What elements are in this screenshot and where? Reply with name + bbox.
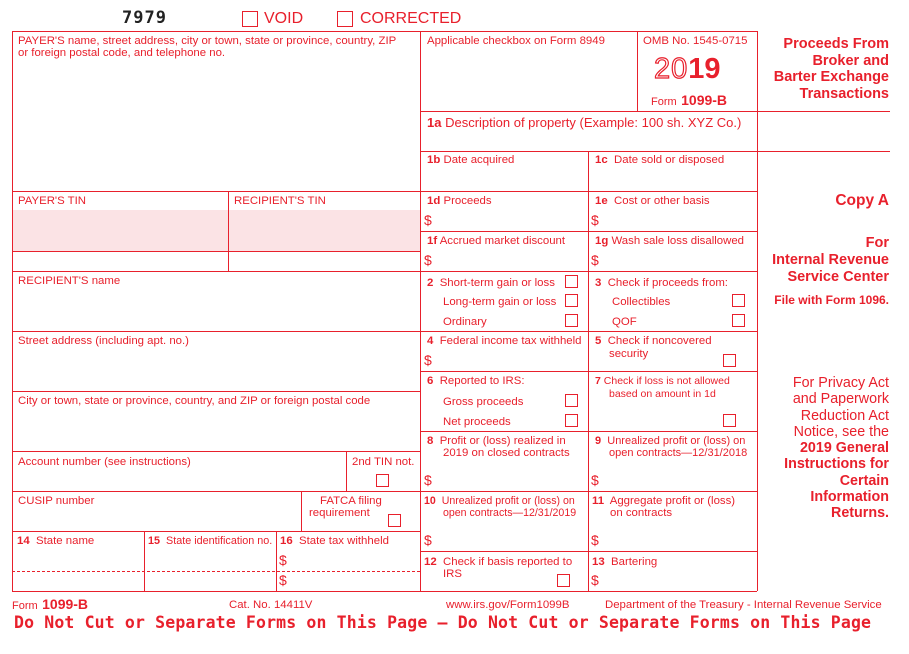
box-2-text: Short-term gain or loss (439, 277, 555, 289)
title-line-3: Barter Exchange (773, 69, 889, 85)
rule-street-top (12, 331, 420, 332)
privacy-line-5: 2019 General (799, 440, 889, 457)
noncovered-checkbox[interactable] (723, 354, 736, 367)
box-16-dollar-2: $ (279, 572, 287, 588)
fatca-label-2: requirement (309, 507, 370, 519)
box-1e-dollar: $ (591, 212, 599, 228)
box-13-num: 13 (592, 556, 605, 568)
box-4-text: Federal income tax withheld (439, 335, 582, 347)
title-line-1: Proceeds From (783, 36, 889, 52)
form-code: 7979 (122, 8, 167, 28)
rule-2-top (420, 271, 757, 272)
state-divider-1 (144, 531, 145, 591)
void-label: VOID (264, 10, 304, 27)
divider-omb (637, 31, 638, 111)
copy-a-label: Copy A (835, 192, 889, 209)
privacy-line-1: For Privacy Act (792, 375, 889, 391)
rule-state-top (12, 531, 420, 532)
rule-4-top (420, 331, 757, 332)
rule-1f-top (420, 231, 757, 232)
box-11-dollar: $ (591, 532, 599, 548)
box-10-text: Unrealized profit or (loss) on (441, 495, 575, 507)
state-divider-2 (276, 531, 277, 591)
box-4-dollar: $ (424, 352, 432, 368)
net-proceeds-checkbox[interactable] (565, 414, 578, 427)
payer-label: PAYER'S name, street address, city or town, state or province, country, ZIP (18, 35, 397, 47)
state-dash-rule (12, 571, 420, 572)
form-word: Form (651, 96, 677, 108)
recipient-tin-field[interactable] (229, 210, 420, 251)
title-line-4: Transactions (799, 85, 889, 102)
form-id: 1099-B (681, 92, 728, 108)
rule-1b-top (420, 151, 757, 152)
box-1d-dollar: $ (424, 212, 432, 228)
box-13-label (592, 556, 657, 568)
box-1a-label (427, 115, 741, 130)
copy-for: For (865, 235, 889, 251)
box-14-num: 14 (17, 535, 30, 547)
box-1f-dollar: $ (424, 252, 432, 268)
box-1b-label (427, 154, 514, 166)
privacy-line-8: Information (810, 489, 889, 506)
box-2-num: 2 (427, 277, 434, 289)
privacy-line-6: Instructions for (784, 456, 889, 473)
box-7-label-2: based on amount in 1d (609, 388, 716, 400)
box-6-net: Net proceeds (443, 416, 511, 428)
qof-checkbox[interactable] (732, 314, 745, 327)
rule-12-top (420, 551, 757, 552)
box-11-text: Aggregate profit or (loss) (609, 495, 736, 507)
box-15-text: State identification no. (166, 535, 273, 547)
rule-tin-bottom (12, 251, 420, 252)
box-12-label (424, 556, 572, 568)
form-id-header (651, 92, 727, 110)
box-1f-label (427, 235, 565, 247)
copy-irs-1: Internal Revenue (772, 252, 889, 268)
box-5-text: Check if noncovered (607, 335, 712, 347)
box-1c-text: Date sold or disposed (614, 154, 725, 166)
box-10-num: 10 (424, 495, 436, 507)
box-7-num: 7 (595, 375, 601, 387)
payer-label-2: or foreign postal code, and telephone no. (18, 47, 226, 59)
box-1c-num: 1c (595, 154, 608, 166)
ordinary-checkbox[interactable] (565, 314, 578, 327)
box-10-dollar: $ (424, 532, 432, 548)
divider-middle (420, 31, 421, 591)
box-1d-num: 1d (427, 195, 441, 207)
box-8-num: 8 (427, 435, 434, 447)
omb-label: OMB No. 1545-0715 (643, 35, 748, 47)
box-1g-dollar: $ (591, 252, 599, 268)
box-9-text: Unrealized profit or (loss) on (607, 435, 746, 447)
box-5-num: 5 (595, 335, 602, 347)
corrected-checkbox[interactable] (337, 11, 353, 27)
box-10-label-2: open contracts—12/31/2019 (443, 507, 577, 519)
loss-not-allowed-checkbox[interactable] (723, 414, 736, 427)
box-3-qof: QOF (612, 316, 637, 328)
privacy-line-7: Certain (839, 472, 889, 489)
box-11-label (592, 495, 735, 507)
box-11-label-2: on contracts (610, 507, 673, 519)
box-1b-text: Date acquired (443, 154, 515, 166)
box-12-num: 12 (424, 556, 437, 568)
fatca-divider (301, 491, 302, 531)
rule-1d-top (420, 191, 757, 192)
rule-cusip-top (12, 491, 420, 492)
box-4-label (427, 335, 582, 347)
box-1e-text: Cost or other basis (614, 195, 710, 207)
box-4-num: 4 (427, 335, 434, 347)
box-1e-num: 1e (595, 195, 608, 207)
box-6-gross: Gross proceeds (443, 396, 524, 408)
box-5-label (595, 335, 712, 347)
box-8-label-2: 2019 on closed contracts (443, 447, 570, 459)
void-checkbox[interactable] (242, 11, 258, 27)
box-6-text: Reported to IRS: (439, 375, 525, 387)
rule-10-top (420, 491, 757, 492)
tax-year (654, 53, 721, 85)
payer-tin-label: PAYER'S TIN (18, 195, 87, 207)
box-14-text: State name (36, 535, 95, 547)
rule-1a-top (420, 111, 757, 112)
box-8-dollar: $ (424, 472, 432, 488)
box-15-label (148, 535, 272, 547)
box-1g-label (595, 235, 744, 247)
title-line-2: Broker and (812, 52, 889, 69)
second-tin-checkbox[interactable] (376, 474, 389, 487)
box-14-label (17, 535, 94, 547)
box-1c-label (595, 154, 724, 166)
rule-recipient-top (12, 271, 420, 272)
box-3-text: Check if proceeds from: (607, 277, 728, 289)
frame-left (12, 31, 13, 591)
copy-file: File with Form 1096. (774, 293, 889, 307)
payer-tin-field[interactable] (13, 210, 228, 251)
box-1a-text: Description of property (Example: 100 sh. XYZ Co.) (445, 115, 742, 130)
box-10-label (424, 495, 575, 507)
privacy-line-2: and Paperwork (792, 391, 889, 408)
footer-form-word: Form (12, 600, 38, 612)
short-term-checkbox[interactable] (565, 275, 578, 288)
right-rule-1 (757, 111, 890, 112)
gross-proceeds-checkbox[interactable] (565, 394, 578, 407)
rule-6-top (420, 371, 757, 372)
box-9-num: 9 (595, 435, 602, 447)
privacy-line-9: Returns. (831, 505, 889, 522)
fatca-checkbox[interactable] (388, 514, 401, 527)
account-divider (346, 451, 347, 491)
box-13-text: Bartering (611, 556, 658, 568)
box-6-num: 6 (427, 375, 434, 387)
box-1e-label (595, 195, 710, 207)
rule-8-top (420, 431, 757, 432)
box-1f-num: 1f (427, 235, 438, 247)
box-6-label (427, 375, 525, 387)
form-title (774, 36, 889, 102)
footer-dept: Department of the Treasury - Internal Revenue Service (605, 599, 882, 611)
box-1a-num: 1a (427, 115, 442, 130)
box-2-ordinary: Ordinary (443, 316, 487, 328)
box-3-label (595, 277, 728, 289)
footer-form (12, 596, 88, 614)
second-tin-label: 2nd TIN not. (352, 456, 415, 468)
box-12-text: Check if basis reported to (443, 556, 573, 568)
box-9-label (595, 435, 745, 447)
checkbox-8949-label: Applicable checkbox on Form 8949 (427, 35, 605, 47)
privacy-notice (784, 375, 889, 522)
recipient-name-label: RECIPIENT'S name (18, 275, 121, 287)
right-rule-2 (757, 151, 890, 152)
privacy-line-4: Notice, see the (793, 423, 889, 440)
footer-form-id: 1099-B (42, 596, 89, 612)
long-term-checkbox[interactable] (565, 294, 578, 307)
box-3-collectibles: Collectibles (612, 296, 671, 308)
street-label: Street address (including apt. no.) (18, 335, 189, 347)
box-5-label-2: security (609, 348, 649, 360)
box-13-dollar: $ (591, 572, 599, 588)
box-2-long: Long-term gain or loss (443, 296, 557, 308)
copy-irs-2: Service Center (787, 269, 889, 285)
frame-bottom (12, 591, 757, 592)
frame-right (757, 31, 758, 591)
box-1g-text: Wash sale loss disallowed (611, 235, 744, 247)
cusip-label: CUSIP number (18, 495, 95, 507)
privacy-line-3: Reduction Act (800, 407, 889, 424)
box-11-num: 11 (592, 495, 605, 507)
fatca-label-1: FATCA filing (320, 495, 382, 507)
box-1d-label (427, 195, 492, 207)
box-8-label (427, 435, 566, 447)
box-1b-num: 1b (427, 154, 441, 166)
box-16-dollar-1: $ (279, 552, 287, 568)
box-2-short (427, 277, 555, 289)
tax-year-prefix: 20 (654, 53, 689, 85)
box-15-num: 15 (148, 535, 161, 547)
box-12-label-2: IRS (443, 568, 462, 580)
rule-tin-top (12, 191, 420, 192)
box-1d-text: Proceeds (443, 195, 492, 207)
box-1f-text: Accrued market discount (439, 235, 566, 247)
footer-cat: Cat. No. 14411V (229, 599, 313, 611)
box-1g-num: 1g (595, 235, 609, 247)
warning-banner: Do Not Cut or Separate Forms on This Page — Do Not Cut or Separate Forms on This Page (14, 613, 872, 632)
box-7-text: Check if loss is not allowed (603, 375, 730, 387)
box-16-text: State tax withheld (299, 535, 389, 547)
frame-top (12, 31, 757, 32)
collectibles-checkbox[interactable] (732, 294, 745, 307)
corrected-label: CORRECTED (360, 10, 462, 27)
footer-url: www.irs.gov/Form1099B (446, 599, 570, 611)
basis-reported-checkbox[interactable] (557, 574, 570, 587)
tax-year-suffix: 19 (688, 53, 721, 85)
box-9-label-2: open contracts—12/31/2018 (609, 447, 748, 459)
box-8-text: Profit or (loss) realized in (439, 435, 566, 447)
box-3-num: 3 (595, 277, 602, 289)
box-9-dollar: $ (591, 472, 599, 488)
account-label: Account number (see instructions) (18, 456, 191, 468)
recipient-tin-label: RECIPIENT'S TIN (234, 195, 326, 207)
rule-city-top (12, 391, 420, 392)
box-16-num: 16 (280, 535, 293, 547)
box-7-label (595, 375, 730, 387)
box-16-label (280, 535, 389, 547)
rule-account-top (12, 451, 420, 452)
city-label: City or town, state or province, country, and ZIP or foreign postal code (18, 395, 371, 407)
